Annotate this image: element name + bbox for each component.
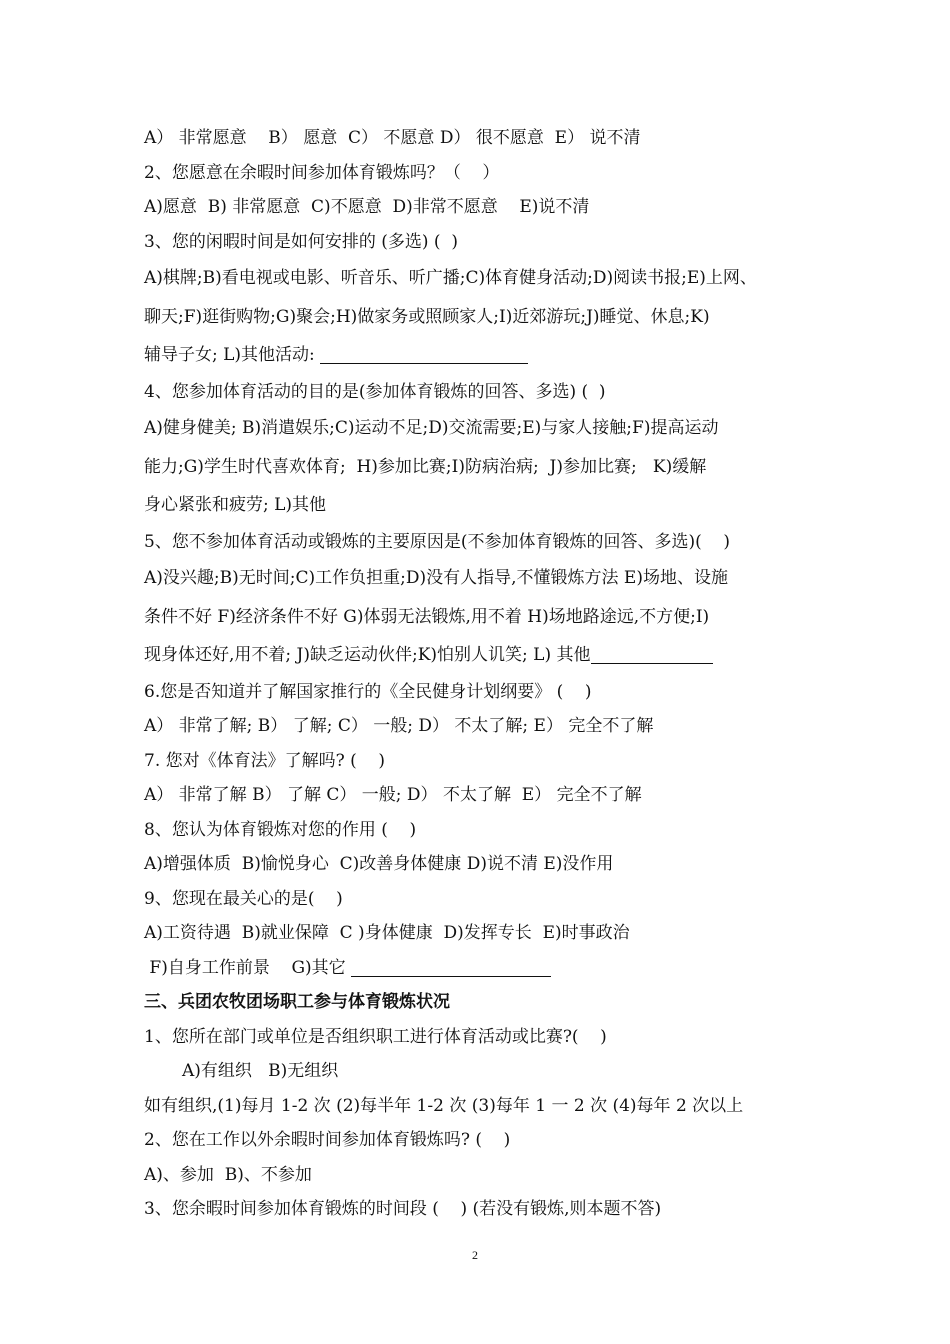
answer-options-line: 身心紧张和疲劳; L)其他 — [144, 495, 327, 515]
answer-options-line: A） 非常了解 B） 了解 C） 一般; D） 不太了解 E） 完全不了解 — [144, 785, 642, 805]
answer-options-line — [144, 336, 824, 375]
fill-in-blank — [591, 643, 713, 664]
question-9: 9、您现在最关心的是( ) — [144, 888, 343, 909]
answer-text: 辅导子女; L)其他活动: — [144, 345, 315, 365]
answer-options-line: A)棋牌;B)看电视或电影、听音乐、听广播;C)体育健身活动;D)阅读书报;E)上网、 — [144, 268, 757, 288]
question-4: 4、您参加体育活动的目的是(参加体育锻炼的回答、多选) ( ) — [144, 381, 606, 402]
answer-options-line — [144, 951, 824, 986]
section-heading: 三、兵团农牧团场职工参与体育锻炼状况 — [144, 992, 450, 1012]
question-5: 5、您不参加体育活动或锻炼的主要原因是(不参加体育锻炼的回答、多选)( ) — [144, 531, 730, 552]
answer-options-line: A)愿意 B) 非常愿意 C)不愿意 D)非常不愿意 E)说不清 — [144, 197, 590, 217]
answer-options-line: 聊天;F)逛街购物;G)聚会;H)做家务或照顾家人;I)近郊游玩;J)睡觉、休息;K) — [144, 306, 710, 327]
answer-options-line: A)没兴趣;B)无时间;C)工作负担重;D)没有人指导,不懂锻炼方法 E)场地、设施 — [144, 568, 728, 588]
answer-options-line: 能力;G)学生时代喜欢体育; H)参加比赛;I)防病治病; J)参加比赛; K)缓解 — [144, 456, 707, 477]
answer-options-line: A） 非常愿意 B） 愿意 C） 不愿意 D） 很不愿意 E） 说不清 — [144, 128, 641, 148]
answer-options-line: A)健身健美; B)消遣娱乐;C)运动不足;D)交流需要;E)与家人接触;F)提高运动 — [144, 418, 719, 438]
answer-options-line: 条件不好 F)经济条件不好 G)体弱无法锻炼,用不着 H)场地路途远,不方便;I) — [144, 606, 710, 627]
question-6: 6.您是否知道并了解国家推行的《全民健身计划纲要》 ( ) — [144, 681, 592, 702]
fill-in-blank — [320, 343, 528, 364]
question-7: 7. 您对《体育法》了解吗? ( ) — [144, 750, 386, 771]
section3-question-3: 3、您余暇时间参加体育锻炼的时间段 ( ) (若没有锻炼,则本题不答) — [144, 1199, 662, 1219]
answer-text: F)自身工作前景 G)其它 — [144, 957, 346, 978]
fill-in-blank — [351, 956, 551, 977]
answer-text: 现身体还好,用不着; J)缺乏运动伙伴;K)怕别人讥笑; L) 其他 — [144, 645, 591, 665]
page-number: 2 — [472, 1248, 478, 1262]
answer-options-line — [144, 636, 824, 675]
section3-question-1: 1、您所在部门或单位是否组织职工进行体育活动或比赛?( ) — [144, 1026, 607, 1047]
answer-options-line: A)工资待遇 B)就业保障 C )身体健康 D)发挥专长 E)时事政治 — [144, 923, 630, 943]
answer-options-line: A)有组织 B)无组织 — [182, 1061, 339, 1081]
answer-options-line: A） 非常了解; B） 了解; C） 一般; D） 不太了解; E） 完全不了解 — [144, 716, 654, 736]
answer-options-line: A)、参加 B)、不参加 — [144, 1164, 312, 1185]
frequency-options-line: 如有组织,(1)每月 1-2 次 (2)每半年 1-2 次 (3)每年 1 一 2 次 (4)每年 2 次以上 — [144, 1095, 744, 1116]
section3-question-2: 2、您在工作以外余暇时间参加体育锻炼吗? ( ) — [144, 1130, 511, 1150]
question-3: 3、您的闲暇时间是如何安排的 (多选) ( ) — [144, 231, 458, 252]
question-2: 2、您愿意在余暇时间参加体育锻炼吗？（ ） — [144, 162, 500, 183]
question-8: 8、您认为体育锻炼对您的作用 ( ) — [144, 819, 417, 840]
answer-options-line: A)增强体质 B)愉悦身心 C)改善身体健康 D)说不清 E)没作用 — [144, 854, 614, 874]
questionnaire-body — [144, 121, 824, 1227]
